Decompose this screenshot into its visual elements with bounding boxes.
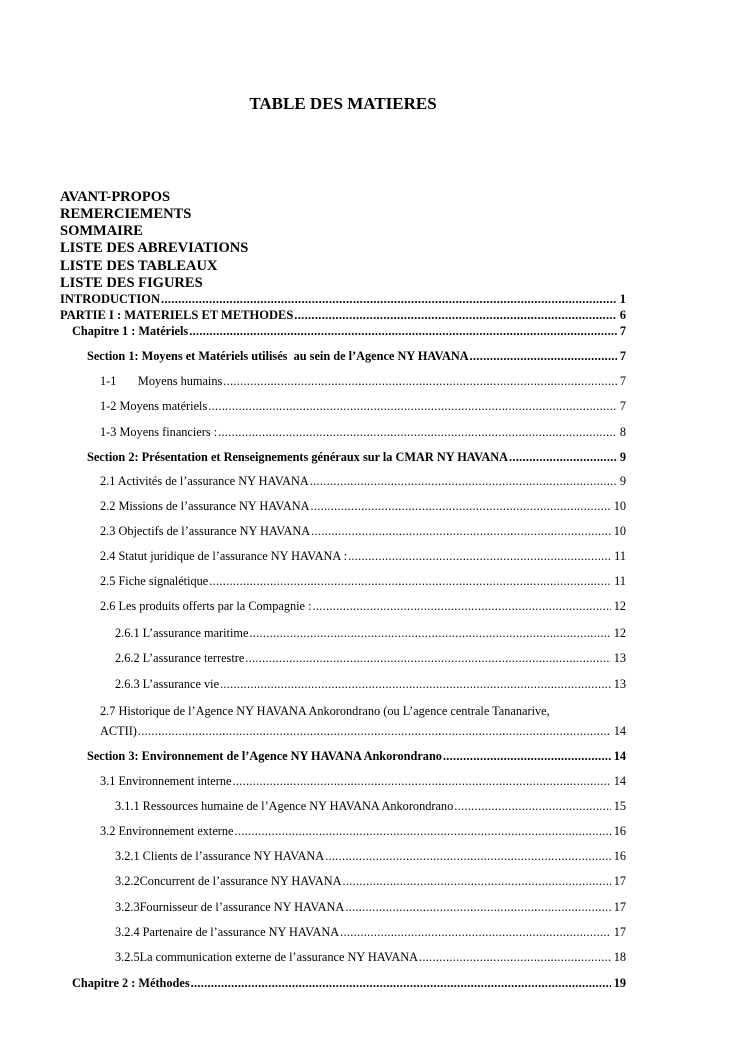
toc-entry-text: PARTIE I : MATERIELS ET METHODES (60, 308, 294, 322)
dot-leader (343, 874, 611, 889)
toc-page-number: 17 (613, 925, 626, 939)
toc-page-number: 7 (619, 399, 626, 413)
toc-entry[interactable] (115, 677, 626, 692)
toc-entry-text: 2.6.1 L’assurance maritime (115, 626, 249, 640)
toc-page-number: 6 (619, 308, 626, 322)
toc-entry-text: 2.6.3 L’assurance vie (115, 677, 220, 691)
dot-leader (294, 308, 616, 323)
toc-heading[interactable]: AVANT-PROPOS (60, 189, 171, 205)
toc-entry-text[interactable]: 2.7 Historique de l’Agence NY HAVANA Ankorondrano (ou L’agence centrale Tananarive, (100, 704, 550, 718)
toc-entry-text: 3.1.1 Ressources humaine de l’Agence NY HAVANA Ankorondrano (115, 799, 454, 813)
toc-entry-text: 1-3 Moyens financiers : (100, 425, 218, 439)
dot-leader (345, 900, 610, 915)
toc-entry[interactable] (60, 292, 626, 307)
toc-page-number: 16 (613, 849, 626, 863)
dot-leader (470, 349, 617, 364)
dot-leader (311, 524, 611, 539)
toc-page-number: 7 (619, 349, 626, 363)
toc-entry[interactable] (115, 900, 626, 915)
toc-entry[interactable] (100, 574, 626, 589)
toc-entry-text: Section 1: Moyens et Matériels utilisés au sein de l’Agence NY HAVANA (87, 349, 469, 363)
toc-entry[interactable] (115, 925, 626, 940)
toc-entry-text: 3.2.2Concurrent de l’assurance NY HAVANA (115, 874, 342, 888)
toc-entry-text: ACTII) (100, 724, 137, 738)
toc-page-number: 10 (613, 524, 626, 538)
dot-leader (313, 599, 611, 614)
toc-heading[interactable]: LISTE DES TABLEAUX (60, 258, 218, 274)
dot-leader (218, 425, 617, 440)
toc-entry-text: 2.5 Fiche signalétique (100, 574, 209, 588)
toc-entry-text: 2.6.2 L’assurance terrestre (115, 651, 245, 665)
toc-page-number: 8 (619, 425, 626, 439)
toc-entry[interactable] (100, 549, 626, 564)
toc-page-number: 16 (613, 824, 626, 838)
toc-entry[interactable] (115, 799, 626, 814)
toc-heading[interactable]: LISTE DES ABREVIATIONS (60, 240, 249, 256)
dot-leader (325, 849, 611, 864)
toc-entry[interactable] (115, 626, 626, 641)
dot-leader (249, 626, 610, 641)
toc-page-number: 10 (613, 499, 626, 513)
toc-entry-text: 2.1 Activités de l’assurance NY HAVANA (100, 474, 309, 488)
toc-entry[interactable] (87, 749, 626, 764)
dot-leader (311, 499, 611, 514)
dot-leader (443, 749, 611, 764)
toc-entry[interactable] (100, 774, 626, 789)
toc-entry-text: 2.4 Statut juridique de l’assurance NY HAVANA : (100, 549, 348, 563)
toc-heading[interactable]: LISTE DES FIGURES (60, 275, 203, 291)
dot-leader (209, 574, 611, 589)
dot-leader (223, 374, 617, 389)
toc-page-number: 13 (613, 677, 626, 691)
toc-entry-text: 3.2 Environnement externe (100, 824, 234, 838)
toc-heading[interactable]: SOMMAIRE (60, 223, 143, 239)
dot-leader (208, 399, 617, 414)
toc-entry[interactable] (100, 399, 626, 414)
toc-entry[interactable] (115, 651, 626, 666)
toc-entry[interactable] (100, 499, 626, 514)
toc-entry-text: INTRODUCTION (60, 292, 161, 306)
dot-leader (509, 450, 617, 465)
dot-leader (310, 474, 617, 489)
toc-entry-text: 2.2 Missions de l’assurance NY HAVANA (100, 499, 310, 513)
toc-page-number: 19 (613, 976, 626, 990)
toc-page-number: 11 (614, 549, 626, 563)
dot-leader (138, 724, 611, 739)
toc-page-number: 11 (614, 574, 626, 588)
toc-entry[interactable] (100, 425, 626, 440)
toc-entry[interactable] (100, 824, 626, 839)
page-title: TABLE DES MATIERES (249, 94, 437, 113)
dot-leader (348, 549, 611, 564)
toc-entry[interactable] (115, 874, 626, 889)
dot-leader (454, 799, 610, 814)
toc-entry-text: 2.3 Objectifs de l’assurance NY HAVANA (100, 524, 311, 538)
dot-leader (232, 774, 610, 789)
dot-leader (191, 976, 611, 991)
toc-page-number: 1 (619, 292, 626, 306)
toc-entry-text: 1-1 Moyens humains (100, 374, 223, 388)
toc-entry-text: Section 3: Environnement de l’Agence NY HAVANA Ankorondrano (87, 749, 442, 763)
toc-page-number: 12 (613, 626, 626, 640)
toc-entry[interactable] (100, 599, 626, 614)
toc-page-number: 14 (613, 749, 626, 763)
toc-page-number: 17 (613, 900, 626, 914)
toc-entry[interactable] (115, 849, 626, 864)
toc-entry-text: 3.1 Environnement interne (100, 774, 232, 788)
toc-entry-text: Section 2: Présentation et Renseignements généraux sur la CMAR NY HAVANA (87, 450, 509, 464)
toc-entry[interactable] (100, 374, 626, 389)
toc-entry[interactable] (60, 308, 626, 323)
toc-page-number: 9 (619, 450, 626, 464)
toc-page-number: 13 (613, 651, 626, 665)
toc-entry-text: 1-2 Moyens matériels (100, 399, 208, 413)
toc-page-number: 15 (613, 799, 626, 813)
toc-page-number: 7 (619, 324, 626, 338)
dot-leader (220, 677, 611, 692)
dot-leader (189, 324, 617, 339)
toc-entry[interactable] (87, 349, 626, 364)
toc-entry[interactable] (100, 474, 626, 489)
toc-entry[interactable] (115, 950, 626, 965)
toc-page-number: 9 (619, 474, 626, 488)
toc-entry-text: 3.2.3Fournisseur de l’assurance NY HAVANA (115, 900, 345, 914)
toc-entry-text: Chapitre 2 : Méthodes (72, 976, 190, 990)
toc-entry[interactable] (100, 724, 626, 739)
toc-page-number: 12 (613, 599, 626, 613)
toc-entry-text: 2.6 Les produits offerts par la Compagnie : (100, 599, 312, 613)
toc-page-number: 7 (619, 374, 626, 388)
toc-entry-text: 3.2.5La communication externe de l’assurance NY HAVANA (115, 950, 419, 964)
toc-page-number: 14 (613, 774, 626, 788)
toc-page-number: 17 (613, 874, 626, 888)
dot-leader (161, 292, 617, 307)
dot-leader (245, 651, 610, 666)
dot-leader (419, 950, 611, 965)
toc-heading[interactable]: REMERCIEMENTS (60, 206, 192, 222)
dot-leader (235, 824, 611, 839)
toc-entry-text: Chapitre 1 : Matériels (72, 324, 189, 338)
toc-page-number: 14 (613, 724, 626, 738)
toc-entry[interactable] (72, 324, 626, 339)
toc-entry[interactable] (100, 524, 626, 539)
dot-leader (340, 925, 611, 940)
toc-entry[interactable] (87, 450, 626, 465)
toc-page-number: 18 (613, 950, 626, 964)
toc-entry[interactable] (72, 976, 626, 991)
toc-entry-text: 3.2.4 Partenaire de l’assurance NY HAVANA (115, 925, 340, 939)
toc-entry-text: 3.2.1 Clients de l’assurance NY HAVANA (115, 849, 325, 863)
